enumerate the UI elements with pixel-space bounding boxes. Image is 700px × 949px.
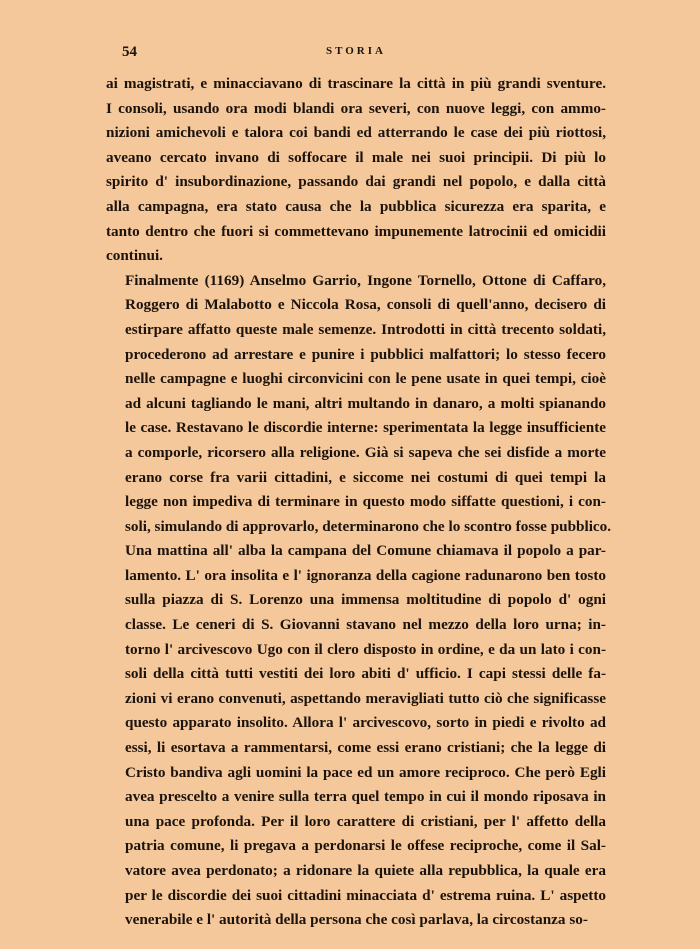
paragraph xyxy=(106,72,606,269)
text-line: a comporle, ricorsero alla religione. Già si sapeva che sei disfide a morte xyxy=(125,443,606,461)
text-line: una pace profonda. Per il loro carattere di cristiani, per l' affetto della xyxy=(125,812,606,830)
paragraph xyxy=(106,269,612,540)
text-line: sulla piazza di S. Lorenzo una immensa moltitudine di popolo d' ogni xyxy=(125,591,606,609)
text-line: soli della città tutti vestiti dei loro abiti d' ufficio. I capi stessi delle fa- xyxy=(125,665,606,683)
text-line: ad alcuni tagliando le mani, altri multando in danaro, a molti spianando xyxy=(125,394,606,412)
text-line: erano corse fra varii cittadini, e siccome nei costumi di quei tempi la xyxy=(125,468,606,486)
text-line: essi, li esortava a rammentarsi, come essi erano cristiani; che la legge di xyxy=(125,739,606,757)
text-line: soli, simulando di approvarlo, determinarono che lo scontro fosse pubblico. xyxy=(125,517,612,535)
text-line: Roggero di Malabotto e Niccola Rosa, consoli di quell'anno, decisero di xyxy=(125,296,606,314)
text-line: estirpare affatto queste male semenze. Introdotti in città trecento soldati, xyxy=(125,320,606,338)
text-line: questo apparato insolito. Allora l' arcivescovo, sorto in piedi e rivolto ad xyxy=(125,714,606,732)
text-line: continui. xyxy=(106,247,163,265)
text-line: avea prescelto a venire sulla terra quel tempo in cui il mondo riposava in xyxy=(125,788,606,806)
text-line: Una mattina all' alba la campana del Comune chiamava il popolo a par- xyxy=(125,542,606,560)
text-line: aveano cercato invano di soffocare il male nei suoi principii. Di più lo xyxy=(106,148,606,166)
text-line: venerabile e l' autorità della persona che così parlava, la circostanza so- xyxy=(125,911,588,929)
text-line: vatore avea perdonato; a ridonare la quiete alla repubblica, la quale era xyxy=(125,862,606,879)
text-line: lamento. L' ora insolita e l' ignoranza della cagione radunarono ben tosto xyxy=(125,566,606,584)
text-line: procederono ad arrestare e punire i pubblici malfattori; lo stesso fecero xyxy=(125,345,606,363)
body-text xyxy=(106,72,612,933)
text-line: spirito d' insubordinazione, passando dai grandi nel popolo, e dalla città xyxy=(106,173,606,191)
text-line: patria comune, li pregava a perdonarsi le offese reciproche, come il Sal- xyxy=(125,837,606,855)
text-line: alla campagna, era stato causa che la pubblica sicurezza era sparita, e xyxy=(106,197,606,215)
text-line: Cristo bandiva agli uomini la pace ed un amore reciproco. Che però Egli xyxy=(125,763,606,781)
page-number: 54 xyxy=(122,44,137,60)
text-line: I consoli, usando ora modi blandi ora severi, con nuove leggi, con ammo- xyxy=(106,99,606,117)
text-line: ai magistrati, e minacciavano di trascinare la città in più grandi sventure. xyxy=(106,75,606,92)
text-line: legge non impediva di terminare in questo modo siffatte questioni, i con- xyxy=(125,493,606,511)
text-line: le case. Restavano le discordie interne: sperimentata la legge insufficiente xyxy=(125,419,606,437)
text-line: classe. Le ceneri di S. Giovanni stavano nel mezzo della loro urna; in- xyxy=(125,616,606,634)
text-line: torno l' arcivescovo Ugo con il clero disposto in ordine, e da un lato i con- xyxy=(125,640,606,658)
text-line: tanto dentro che fuori si commettevano impunemente latrocinii ed omicidii xyxy=(106,222,606,240)
text-line: zioni vi erano convenuti, aspettando meravigliati tutto ciò che significasse xyxy=(125,689,606,707)
paragraph xyxy=(106,539,606,933)
text-line: nizioni amichevoli e talora coi bandi ed atterrando le case dei più riottosi, xyxy=(106,124,606,142)
text-line: Finalmente (1169) Anselmo Garrio, Ingone Tornello, Ottone di Caffaro, xyxy=(125,271,606,289)
page-header xyxy=(106,44,606,62)
text-line: nelle campagne e luoghi circonvicini con le pene usate in quei tempi, cioè xyxy=(125,370,606,388)
running-title: STORIA xyxy=(326,45,386,57)
text-line: per le discordie dei suoi cittadini minacciata d' estrema ruina. L' aspetto xyxy=(125,886,606,904)
